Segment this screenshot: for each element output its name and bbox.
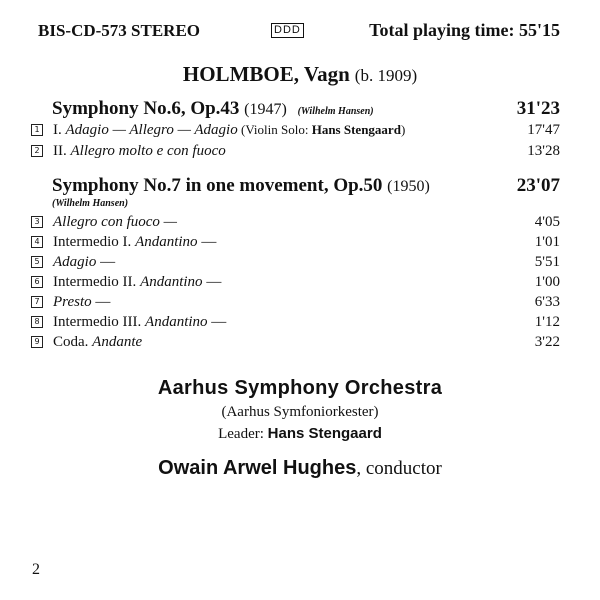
track-row <box>31 122 405 139</box>
composer-heading <box>0 62 600 87</box>
symphony7-title-line <box>52 175 430 197</box>
track-tempo: Andantino <box>140 274 203 290</box>
track-prefix: II. <box>53 143 71 159</box>
symphony6-publisher: (Wilhelm Hansen) <box>297 106 374 117</box>
track-tempo: Andantino <box>135 234 198 250</box>
track-note: (Violin Solo: <box>237 122 312 137</box>
track-tempo: Allegro con fuoco <box>53 214 160 230</box>
track-row <box>31 334 142 351</box>
track-tempo: Andantino <box>145 314 208 330</box>
track-tempo: Adagio — Allegro — Adagio <box>65 122 238 138</box>
symphony7-publisher: (Wilhelm Hansen) <box>52 198 129 209</box>
track-duration: 6'33 <box>534 294 560 310</box>
track-duration: 1'12 <box>534 314 560 330</box>
symphony7-year: (1950) <box>387 178 430 195</box>
track-prefix: Intermedio I. <box>53 234 136 250</box>
track-prefix: Coda. <box>53 334 93 350</box>
track-prefix: I. <box>53 122 66 138</box>
track-number: 5 <box>31 256 43 268</box>
track-row <box>31 274 221 291</box>
track-number: 7 <box>31 296 43 308</box>
track-tempo: Andante <box>92 334 143 350</box>
track-duration: 1'00 <box>534 274 560 290</box>
soloist-name: Hans Stengaard <box>311 122 401 137</box>
track-number: 1 <box>31 124 43 136</box>
track-number: 4 <box>31 236 43 248</box>
conductor-name: Owain Arwel Hughes <box>158 457 357 479</box>
symphony6-title: Symphony No.6, Op.43 <box>52 98 240 119</box>
track-prefix: Intermedio III. <box>53 314 146 330</box>
leader-label: Leader: <box>218 426 268 442</box>
track-suffix: — <box>96 254 116 270</box>
composer-name: HOLMBOE, Vagn <box>182 62 350 86</box>
track-row <box>31 143 226 160</box>
track-suffix: — <box>197 234 217 250</box>
symphony7-duration: 23'07 <box>516 175 560 196</box>
composer-dates: (b. 1909) <box>354 66 418 85</box>
track-number: 8 <box>31 316 43 328</box>
symphony7-title: Symphony No.7 in one movement, Op.50 <box>52 175 383 196</box>
symphony6-duration: 31'23 <box>516 98 560 119</box>
track-tempo: Presto <box>53 294 92 310</box>
orchestra-danish-name: (Aarhus Symfoniorkester) <box>221 404 379 420</box>
track-duration: 4'05 <box>534 214 560 230</box>
track-suffix: — <box>91 294 111 310</box>
track-prefix: Intermedio II. <box>53 274 141 290</box>
track-tempo: Adagio <box>53 254 97 270</box>
symphony6-year: (1947) <box>244 101 287 118</box>
track-duration: 5'51 <box>534 254 560 270</box>
track-duration: 1'01 <box>534 234 560 250</box>
ddd-badge: DDD <box>271 23 304 38</box>
symphony6-title-line <box>52 98 374 120</box>
track-row <box>31 234 216 251</box>
conductor-line <box>0 457 600 480</box>
track-number: 9 <box>31 336 43 348</box>
track-row <box>31 294 110 311</box>
track-number: 2 <box>31 145 43 157</box>
track-suffix: — <box>159 214 178 230</box>
track-number: 3 <box>31 216 43 228</box>
track-row <box>31 214 177 231</box>
track-number: 6 <box>31 276 43 288</box>
track-duration: 13'28 <box>527 143 560 159</box>
track-duration: 17'47 <box>527 122 560 138</box>
track-tempo: Allegro molto e con fuoco <box>70 143 226 159</box>
track-row <box>31 314 226 331</box>
conductor-role: , conductor <box>356 458 442 479</box>
track-note-end: ) <box>400 122 406 137</box>
catalog-number: BIS-CD-573 STEREO <box>38 21 201 40</box>
total-playing-time: Total playing time: 55'15 <box>369 20 560 40</box>
track-duration: 3'22 <box>534 334 560 350</box>
track-suffix: — <box>207 314 227 330</box>
orchestra-name: Aarhus Symphony Orchestra <box>157 377 443 399</box>
page-number: 2 <box>32 561 40 578</box>
leader-name: Hans Stengaard <box>267 425 382 442</box>
leader-line <box>0 425 600 443</box>
track-row <box>31 254 115 271</box>
track-suffix: — <box>202 274 222 290</box>
